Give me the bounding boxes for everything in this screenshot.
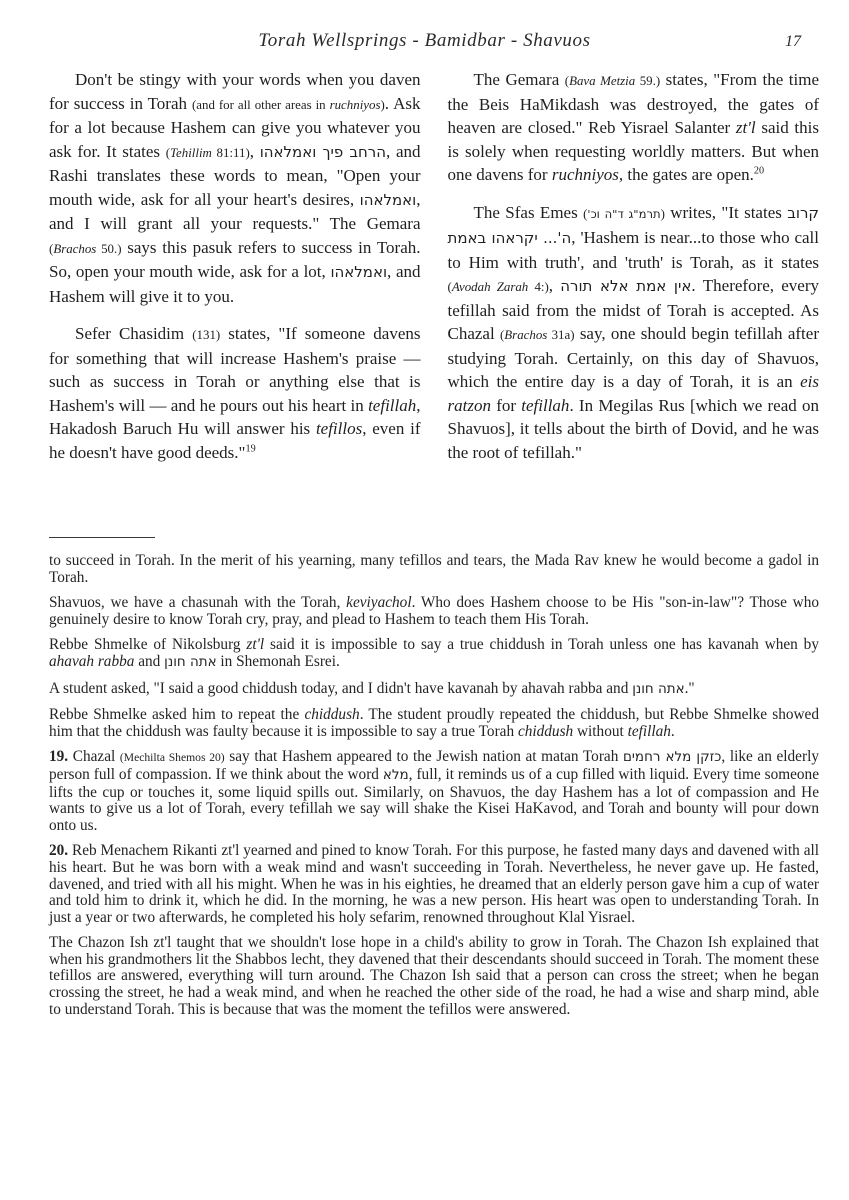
text-segment: ahavah rabba <box>49 652 135 670</box>
hebrew-text: מלא <box>382 767 409 783</box>
text-segment: ( <box>49 240 54 256</box>
text-segment: 59.) <box>635 73 661 88</box>
text-segment: ruchniyos <box>551 165 619 184</box>
text-segment: The Chazon Ish zt'l taught that we shouldn't lose hope in a child's ability to grow in Torah. The Chazon Ish explained that when his grandmothers lit the Shabbos lecht, they davened that their descendants should succeed in Torah. The moment these tefillos are answered, everything will turn around. The Chazon Ish said that a person can cross the street; when he began crossing the street, he had a weak mind, and when he reached the other side of the road, he had a wise and sharp mind, able to understand Torah. This is because that was the moment the tefillos were answered. <box>49 934 819 1018</box>
footnotes-section-paragraph <box>49 595 819 628</box>
hebrew-text: כזקן מלא רחמים <box>623 750 722 766</box>
text-segment: says this pasuk refers to success in Torah. So, open your mouth wide, ask for a lot, <box>49 237 421 281</box>
text-segment: zt'l <box>246 636 265 654</box>
text-segment: (131) <box>192 327 221 342</box>
hebrew-text: הרחב פיך ואמלאהו <box>259 142 387 161</box>
text-segment: chiddush <box>517 722 574 740</box>
text-segment: 19 <box>245 442 256 454</box>
text-segment: ) <box>660 205 665 221</box>
text-segment: ) <box>380 96 385 112</box>
text-segment: ( <box>447 279 452 294</box>
text-segment: tefillah <box>627 722 671 740</box>
text-segment: ." <box>684 679 695 697</box>
page-header <box>0 30 849 58</box>
text-segment: Brachos <box>504 327 548 342</box>
left-column <box>49 68 421 478</box>
text-segment: . Who does Hashem choose to be His "son-in-law"? Those who genuinely desire to know Torah cry, pray, and plead to Hashem to teach them His Torah. <box>49 594 819 628</box>
text-segment: . The student proudly repeated the chiddush, but Rebbe Shmelke showed him that the chiddush was faulty because it is impossible to say a true Torah <box>49 706 819 740</box>
text-segment: states, "If someone davens for something that will increase Hashem's praise — such as success in Torah or anything else that is Hashem's will — and he pours out his heart in <box>49 324 421 415</box>
text-segment: Chazal <box>68 748 120 766</box>
footnotes-section-paragraph <box>49 843 819 926</box>
text-segment: 20. <box>49 842 69 860</box>
text-segment: Reb Menachem Rikanti zt'l yearned and pined to know Torah. For this purpose, he fasted many days and davened with all his heart. But he was born with a weak mind and wasn't succeeding in Torah. Nevertheless, he never gave up. He fasted, davened, and tried with all his might. When he was in his eighties, he dreamed that an elderly person gave him a cup of water and told him to drink it, which he did. In the morning, he was a new person. His heart was open to understanding Torah. In just a year or two afterwards, he completed his holy sefarim, renowned throughout Klal Yisrael. <box>49 842 819 926</box>
hebrew-text: ואמלאהו <box>359 190 417 209</box>
text-segment: say that Hashem appeared to the Jewish nation at matan Torah <box>224 748 623 766</box>
text-segment: 50.) <box>96 240 122 256</box>
hebrew-text: אין אמת אלא תורה <box>560 277 692 295</box>
hebrew-text: אתה חונן <box>164 654 217 670</box>
text-segment: Don't be stingy with your words when you daven for success in Torah <box>49 70 421 113</box>
page-number: 17 <box>785 33 801 50</box>
text-segment: Tehillim <box>170 144 212 160</box>
hebrew-text: ואמלאהו <box>330 263 388 281</box>
text-segment: . Therefore, every tefillah said from the midst of Torah is accepted. As Chazal <box>447 276 819 343</box>
main-text <box>49 68 819 478</box>
text-segment: The Gemara <box>473 70 565 89</box>
hebrew-text: קרוב ה'... יקראהו באמת <box>447 203 819 247</box>
footnotes-section <box>49 553 819 1027</box>
text-segment: said it is impossible to say a true chiddush in Torah unless one has kavanah when by <box>264 636 819 654</box>
text-segment: tefillos <box>315 419 363 438</box>
text-segment: to succeed in Torah. In the merit of his yearning, many tefillos and tears, the Mada Rav knew he would become a gadol in Torah. <box>49 552 819 586</box>
page-header-title: Torah Wellsprings - Bamidbar - Shavuos <box>258 30 591 51</box>
text-segment: , Hakadosh Baruch Hu will answer his <box>49 395 421 438</box>
text-segment: , like an elderly person full of compassion. If we think about the word <box>49 748 819 783</box>
text-segment: tefillah <box>368 395 417 415</box>
text-segment: say, one should begin tefillah after studying Torah. Certainly, on this day of Shavuos, which the entire day is a day of Torah, it is an <box>447 324 819 391</box>
text-segment: ( <box>165 144 171 160</box>
text-segment: , the gates are open. <box>618 165 754 184</box>
footnotes-section-paragraph <box>49 749 819 834</box>
text-segment: states, "From the time the Beis HaMikdash was destroyed, the gates of heaven are closed." Reb Yisrael Salanter <box>447 70 819 137</box>
footnotes-section-paragraph <box>49 553 819 586</box>
text-segment: Shavuos, we have a chasunah with the Torah, <box>49 594 347 612</box>
text-segment: . <box>670 722 675 740</box>
hebrew-text: תרמ"ג ד"ה וכ' <box>587 206 661 221</box>
text-segment: A student asked, "I said a good chiddush today, and I didn't have kavanah by ahavah rabba and <box>49 679 633 697</box>
text-segment: tefillah <box>521 395 570 415</box>
footnotes-section-paragraph <box>49 707 819 740</box>
text-segment: 20 <box>753 165 765 177</box>
text-segment: writes, "It states <box>664 202 788 222</box>
text-segment: The Sfas Emes <box>473 202 584 222</box>
text-segment: 4:) <box>528 279 549 294</box>
footnotes-section-paragraph <box>49 637 819 671</box>
text-segment: , and Hashem will give it to you. <box>49 262 421 306</box>
text-segment: , even if he doesn't have good deeds." <box>49 419 421 462</box>
hebrew-text: אתה חונן <box>632 681 685 697</box>
text-segment: for <box>490 395 522 415</box>
text-segment: zt'l <box>735 118 756 137</box>
text-segment: Avodah Zarah <box>451 279 529 294</box>
text-segment: in Shemonah Esrei. <box>216 652 340 670</box>
text-segment: ruchniyos <box>329 96 381 112</box>
text-segment: Rebbe Shmelke of Nikolsburg <box>49 636 247 654</box>
text-segment: and <box>134 652 165 670</box>
text-segment: ( <box>499 327 505 342</box>
text-segment: , <box>548 276 561 295</box>
text-segment: , and I will grant all your requests." The Gemara <box>49 189 421 233</box>
text-segment: said this is solely when requesting worldly matters. But when one davens for <box>447 118 819 184</box>
text-segment: ( <box>564 73 570 88</box>
left-column-paragraph <box>49 322 421 464</box>
footnote-separator <box>49 537 155 538</box>
text-segment: keviyachol <box>346 594 412 612</box>
text-segment: Bava Metzia <box>569 73 636 88</box>
text-segment: (Mechilta Shemos 20) <box>119 751 225 765</box>
right-column-paragraph <box>448 201 820 465</box>
text-segment: , 'Hashem is near...to those who call to Him with truth', and 'truth' is Torah, as it states <box>447 228 819 272</box>
right-column <box>448 68 820 478</box>
text-segment: . In Megilas Rus [which we read on Shavuos], it tells about the birth of Dovid, and he was the root of tefillah." <box>447 395 819 462</box>
text-segment: , <box>249 141 260 161</box>
text-segment: , full, it reminds us of a cup filled with liquid. Every time someone lifts the cup or touches it, some liquid spills out. Similarly, on Shavuos, the day Hashem has a lot of compassion and He wants to give us a lot of Torah, every tefillah we say will shake the Kisei HaKavod, and Torah and bounty will pour down onto us. <box>49 765 819 834</box>
text-segment: Rebbe Shmelke asked him to repeat the <box>49 706 305 724</box>
right-column-paragraph <box>448 68 820 187</box>
text-segment: 31a) <box>547 327 575 342</box>
text-segment: 81:11) <box>211 144 250 160</box>
text-segment: chiddush <box>304 706 360 724</box>
footnotes-section-paragraph <box>49 935 819 1018</box>
text-segment: 19. <box>49 748 69 766</box>
footnotes-section-paragraph <box>49 681 819 699</box>
text-segment: eis ratzon <box>447 372 819 415</box>
text-segment: (and for all other areas in <box>191 96 330 112</box>
text-segment: . Ask for a lot because Hashem can give you whatever you ask for. It states <box>49 93 421 161</box>
text-segment: ( <box>583 205 588 221</box>
text-segment: Brachos <box>53 240 97 256</box>
left-column-paragraph <box>49 68 421 308</box>
text-segment: Sefer Chasidim <box>75 324 193 343</box>
text-segment: without <box>573 722 628 740</box>
text-segment: , and Rashi translates these words to mean, "Open your mouth wide, ask for all your heart's desires, <box>49 141 421 209</box>
